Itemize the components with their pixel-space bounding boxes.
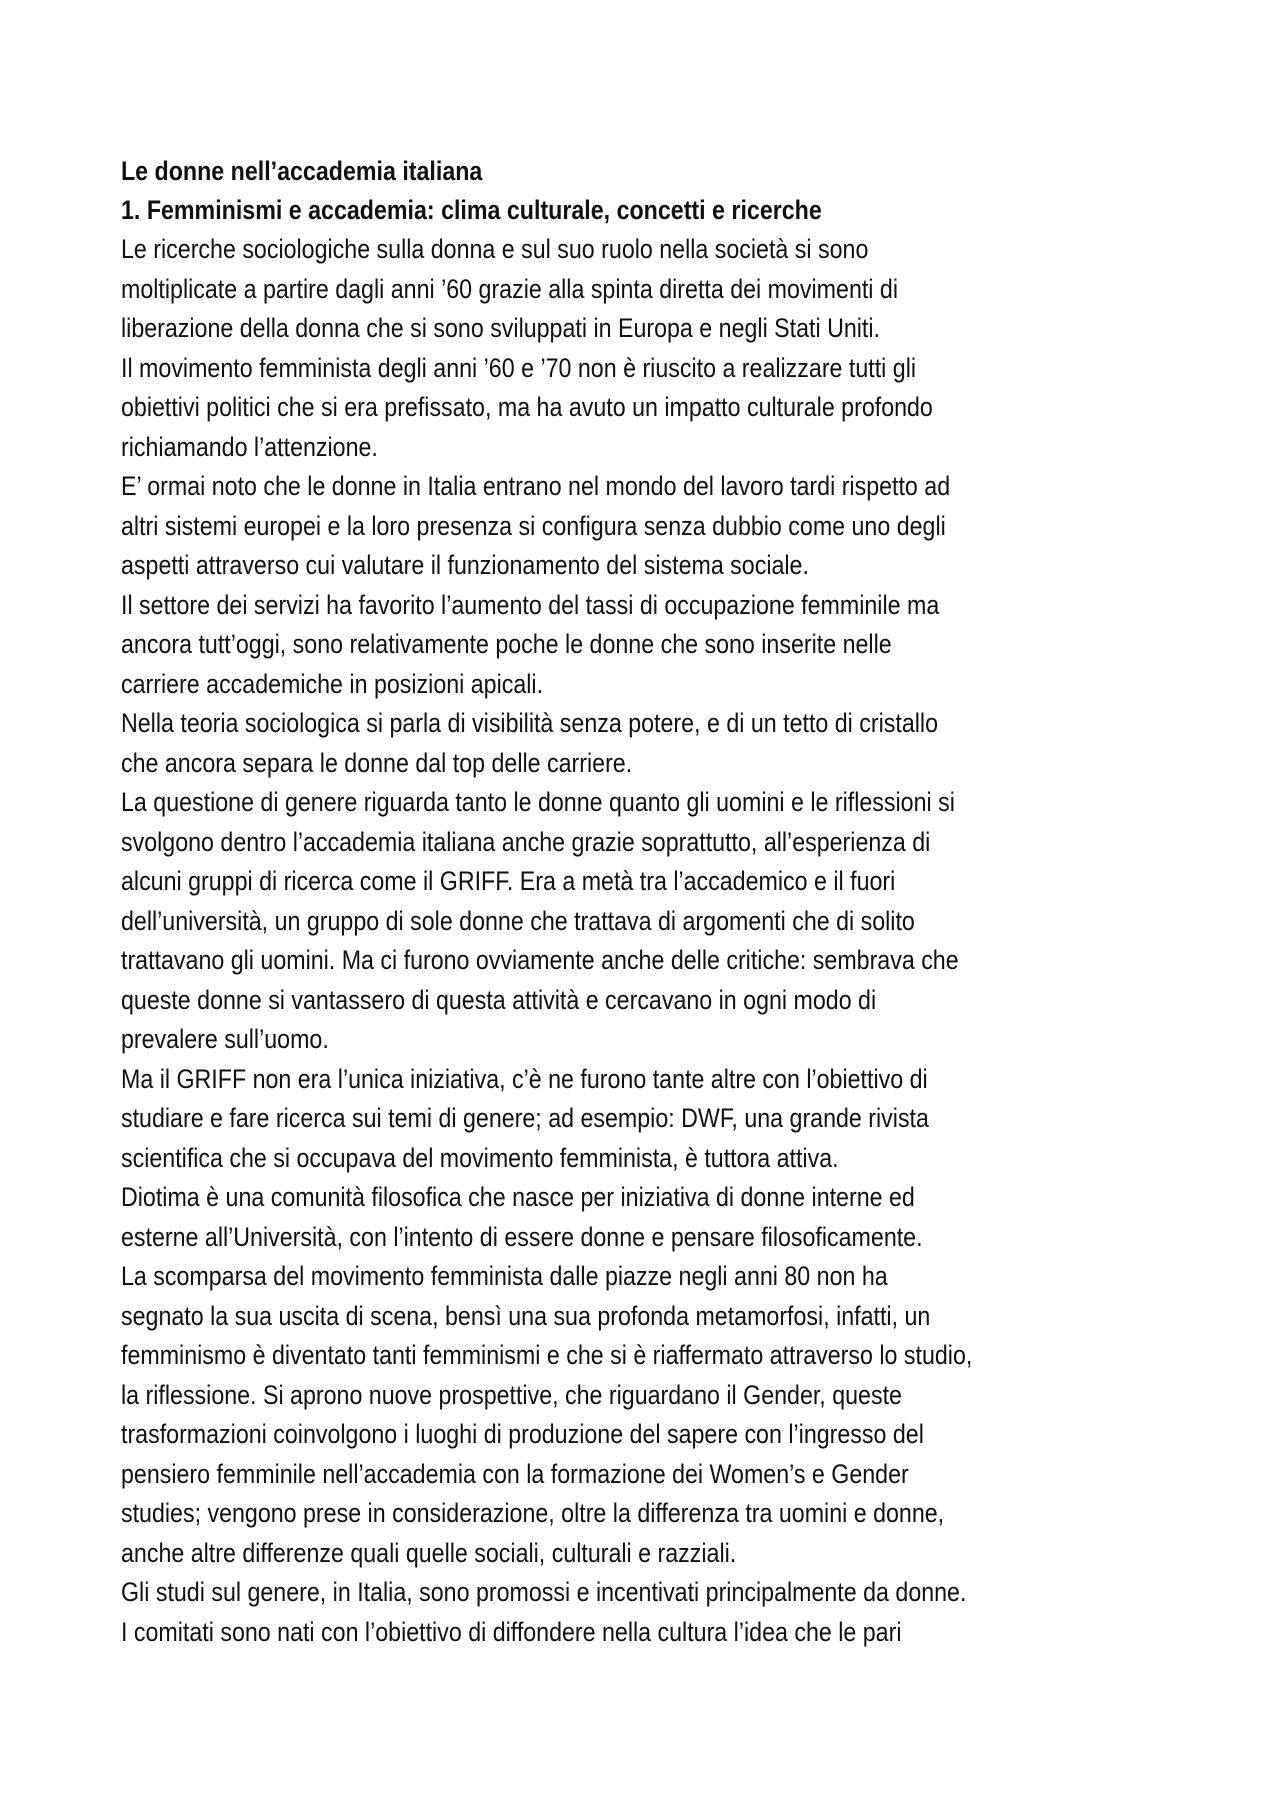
document-title: Le donne nell’accademia italiana: [121, 156, 483, 186]
text-line: altri sistemi europei e la loro presenza si configura senza dubbio come uno degli: [121, 510, 946, 541]
paragraph: [121, 1178, 1033, 1257]
text-line: svolgono dentro l’accademia italiana anche grazie soprattutto, all’esperienza di: [121, 826, 931, 857]
text-line: aspetti attraverso cui valutare il funzionamento del sistema sociale.: [121, 550, 809, 580]
text-line: richiamando l’attenzione.: [121, 431, 378, 462]
text-line: trasformazioni coinvolgono i luoghi di produzione del sapere con l’ingresso del: [121, 1419, 924, 1449]
text-line: La questione di genere riguarda tanto le donne quanto gli uomini e le riflessioni si: [121, 787, 955, 817]
text-line: esterne all’Università, con l’intento di essere donne e pensare filosoficamente.: [121, 1221, 923, 1252]
text-line: I comitati sono nati con l’obiettivo di diffondere nella cultura l’idea che le pari: [121, 1616, 902, 1647]
paragraph: [121, 1257, 1033, 1573]
text-line: obiettivi politici che si era prefissato, ma ha avuto un impatto culturale profondo: [121, 392, 933, 422]
paragraph: [121, 349, 1033, 468]
paragraph: [121, 1573, 1033, 1652]
text-line: E’ ormai noto che le donne in Italia entrano nel mondo del lavoro tardi rispetto ad: [121, 471, 951, 501]
text-line: studies; vengono prese in considerazione, oltre la differenza tra uomini e donne,: [121, 1498, 945, 1528]
paragraph: [121, 586, 1033, 705]
text-line: prevalere sull’uomo.: [121, 1024, 329, 1054]
text-line: ancora tutt’oggi, sono relativamente poche le donne che sono inserite nelle: [121, 629, 892, 659]
text-line: La scomparsa del movimento femminista dalle piazze negli anni 80 non ha: [121, 1261, 888, 1291]
paragraph: [121, 1060, 1033, 1179]
text-line: femminismo è diventato tanti femminismi e che si è riaffermato attraverso lo studio,: [121, 1340, 973, 1370]
text-line: Nella teoria sociologica si parla di visibilità senza potere, e di un tetto di cristallo: [121, 708, 938, 738]
text-line: queste donne si vantassero di questa attività e cercavano in ogni modo di: [121, 984, 877, 1015]
text-line: Il settore dei servizi ha favorito l’aumento del tassi di occupazione femminile ma: [121, 589, 940, 620]
text-line: Diotima è una comunità filosofica che nasce per iniziativa di donne interne ed: [121, 1182, 915, 1212]
paragraph: [121, 704, 1033, 783]
text-line: Ma il GRIFF non era l’unica iniziativa, c’è ne furono tante altre con l’obiettivo di: [121, 1063, 928, 1094]
paragraph-list: [121, 230, 1181, 1652]
text-line: Gli studi sul genere, in Italia, sono promossi e incentivati principalmente da donne.: [121, 1577, 967, 1607]
text-line: liberazione della donna che si sono sviluppati in Europa e negli Stati Uniti.: [121, 313, 881, 343]
text-line: trattavano gli uomini. Ma ci furono ovviamente anche delle critiche: sembrava che: [121, 945, 959, 975]
paragraph: [121, 467, 1033, 586]
section-heading: 1. Femminismi e accademia: clima culturale, concetti e ricerche: [121, 195, 822, 225]
text-line: pensiero femminile nell’accademia con la formazione dei Women’s e Gender: [121, 1458, 909, 1489]
text-line: la riflessione. Si aprono nuove prospettive, che riguardano il Gender, queste: [121, 1379, 902, 1410]
text-line: Le ricerche sociologiche sulla donna e sul suo ruolo nella società si sono: [121, 234, 869, 264]
text-line: Il movimento femminista degli anni ’60 e ’70 non è riuscito a realizzare tutti gli: [121, 352, 917, 383]
text-line: che ancora separa le donne dal top delle carriere.: [121, 747, 633, 778]
text-line: anche altre differenze quali quelle sociali, culturali e razziali.: [121, 1537, 737, 1568]
text-line: dell’università, un gruppo di sole donne che trattava di argomenti che di solito: [121, 905, 915, 936]
paragraph: [121, 783, 1033, 1060]
text-line: moltiplicate a partire dagli anni ’60 grazie alla spinta diretta dei movimenti di: [121, 273, 898, 304]
text-line: segnato la sua uscita di scena, bensì una sua profonda metamorfosi, infatti, un: [121, 1300, 931, 1331]
paragraph: [121, 230, 1033, 349]
text-line: carriere accademiche in posizioni apicali.: [121, 668, 544, 699]
text-line: studiare e fare ricerca sui temi di genere; ad esempio: DWF, una grande rivista: [121, 1103, 929, 1133]
document-body: [121, 152, 1181, 1652]
text-line: alcuni gruppi di ricerca come il GRIFF. Era a metà tra l’accademico e il fuori: [121, 866, 896, 896]
text-line: scientifica che si occupava del movimento femminista, è tuttora attiva.: [121, 1142, 839, 1173]
